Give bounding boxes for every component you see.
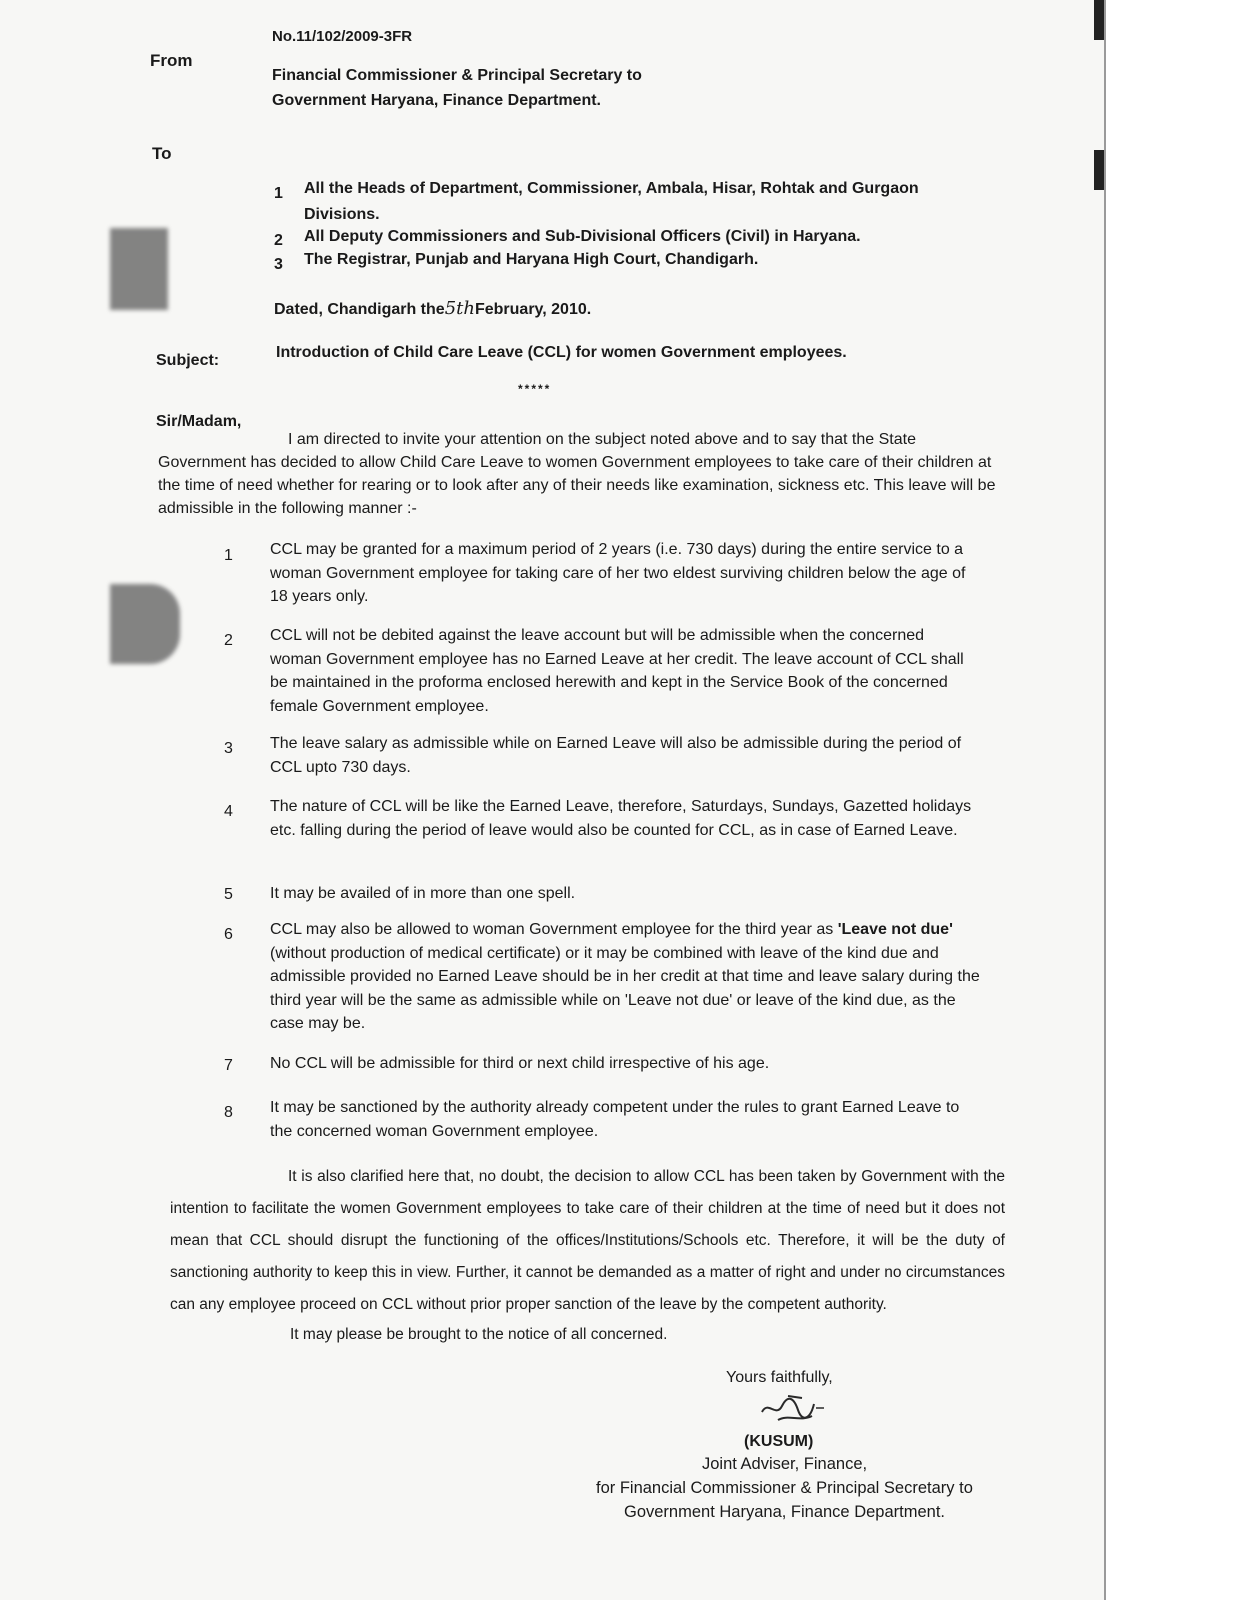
recipient-line: All the Heads of Department, Commissioner, Ambala, Hisar, Rohtak and Gurgaon <box>304 180 919 197</box>
item-text: (without production of medical certificate) or it may be combined with leave of the kind due and admissible provided no Earned Leave should be in her credit at that time and leave salary during the third year will be the same as admissible while on 'Leave not due' or leave of the kind due, as the case may be. <box>270 944 980 1032</box>
item-number: 5 <box>224 886 233 903</box>
list-item: It may be sanctioned by the authority already competent under the rules to grant Earned Leave to the concerned woman Government employee. <box>270 1099 960 1140</box>
list-item: CCL will not be debited against the leave account but will be admissible when the concerned woman Government employee has no Earned Leave at her credit. The leave account of CCL shall be maintained in the proforma enclosed herewith and kept in the Service Book of the concerned female Government employee. <box>270 627 964 715</box>
reference-number: No.11/102/2009-3FR <box>272 28 413 45</box>
scan-edge-mark <box>1094 150 1104 190</box>
date-handwritten: 5th <box>444 298 475 319</box>
list-item: It may be availed of in more than one spell. <box>270 885 576 902</box>
subject-label: Subject: <box>156 352 220 369</box>
list-item <box>270 918 980 1036</box>
date-prefix: Dated, Chandigarh the <box>274 301 445 318</box>
scan-smudge <box>110 228 168 310</box>
clarification-paragraph: It is also clarified here that, no doubt, the decision to allow CCL has been taken by Government with the intention to facilitate the women Government employees to take care of their children at the time of need but it does not mean that CCL should disrupt the functioning of the offices/Institutions/Schools etc. Therefore, it will be the duty of sanctioning authority to keep this in view. Further, it cannot be demanded as a matter of right and under no circumstances can any employee proceed on CCL without prior proper sanction of the leave by the competent authority. <box>170 1168 1005 1313</box>
handwritten-signature <box>758 1392 828 1426</box>
scan-smudge <box>110 584 180 664</box>
item-number: 8 <box>224 1104 233 1121</box>
to-label: To <box>152 144 172 163</box>
intro-paragraph: I am directed to invite your attention on the subject noted above and to say that the State Government has decided to allow Child Care Leave to women Government employees to take care of their children at the time of need whether for rearing or to look after any of their needs like examination, sickness etc. This leave will be admissible in the following manner :- <box>158 431 996 517</box>
recipient-number: 3 <box>274 256 283 273</box>
list-item: The leave salary as admissible while on Earned Leave will also be admissible during the period of CCL upto 730 days. <box>270 735 962 776</box>
list-item: No CCL will be admissible for third or next child irrespective of his age. <box>270 1055 770 1072</box>
from-line-1: Financial Commissioner & Principal Secretary to <box>272 67 642 84</box>
yours-faithfully: Yours faithfully, <box>726 1369 833 1386</box>
signatory-for-line-1: for Financial Commissioner & Principal Secretary to <box>596 1479 973 1497</box>
item-number: 3 <box>224 740 233 757</box>
date-line <box>274 298 591 319</box>
item-text: CCL may also be allowed to woman Government employee for the third year as <box>270 921 838 938</box>
item-text-bold: 'Leave not due' <box>837 921 953 938</box>
separator-stars: ***** <box>518 382 552 396</box>
list-item: CCL may be granted for a maximum period of 2 years (i.e. 730 days) during the entire service to a woman Government employee for taking care of her two eldest surviving children below the age of 18 years only. <box>270 541 966 605</box>
signatory-designation: Joint Adviser, Finance, <box>702 1455 868 1473</box>
recipient-number: 2 <box>274 232 283 249</box>
recipient-line: Divisions. <box>304 206 380 223</box>
from-label: From <box>150 51 193 70</box>
item-number: 6 <box>224 926 233 943</box>
recipient-line: The Registrar, Punjab and Haryana High Court, Chandigarh. <box>304 251 759 268</box>
scan-margin <box>1104 0 1236 1600</box>
item-number: 4 <box>224 803 233 820</box>
list-item: The nature of CCL will be like the Earned Leave, therefore, Saturdays, Sundays, Gazetted holidays etc. falling during the period of leave would also be counted for CCL, as in case of Earned Leave. <box>270 798 972 839</box>
item-number: 7 <box>224 1057 233 1074</box>
salutation: Sir/Madam, <box>156 413 242 430</box>
item-number: 2 <box>224 632 233 649</box>
item-number: 1 <box>224 547 233 564</box>
signatory-name: (KUSUM) <box>744 1433 814 1450</box>
recipient-number: 1 <box>274 185 283 202</box>
signatory-for-line-2: Government Haryana, Finance Department. <box>624 1503 945 1521</box>
closing-note: It may please be brought to the notice of all concerned. <box>290 1326 668 1343</box>
scan-edge-mark <box>1094 0 1104 40</box>
date-suffix: February, 2010. <box>474 301 592 318</box>
subject-text: Introduction of Child Care Leave (CCL) for women Government employees. <box>276 344 847 361</box>
recipient-line: All Deputy Commissioners and Sub-Divisional Officers (Civil) in Haryana. <box>304 228 861 245</box>
from-line-2: Government Haryana, Finance Department. <box>272 92 601 109</box>
